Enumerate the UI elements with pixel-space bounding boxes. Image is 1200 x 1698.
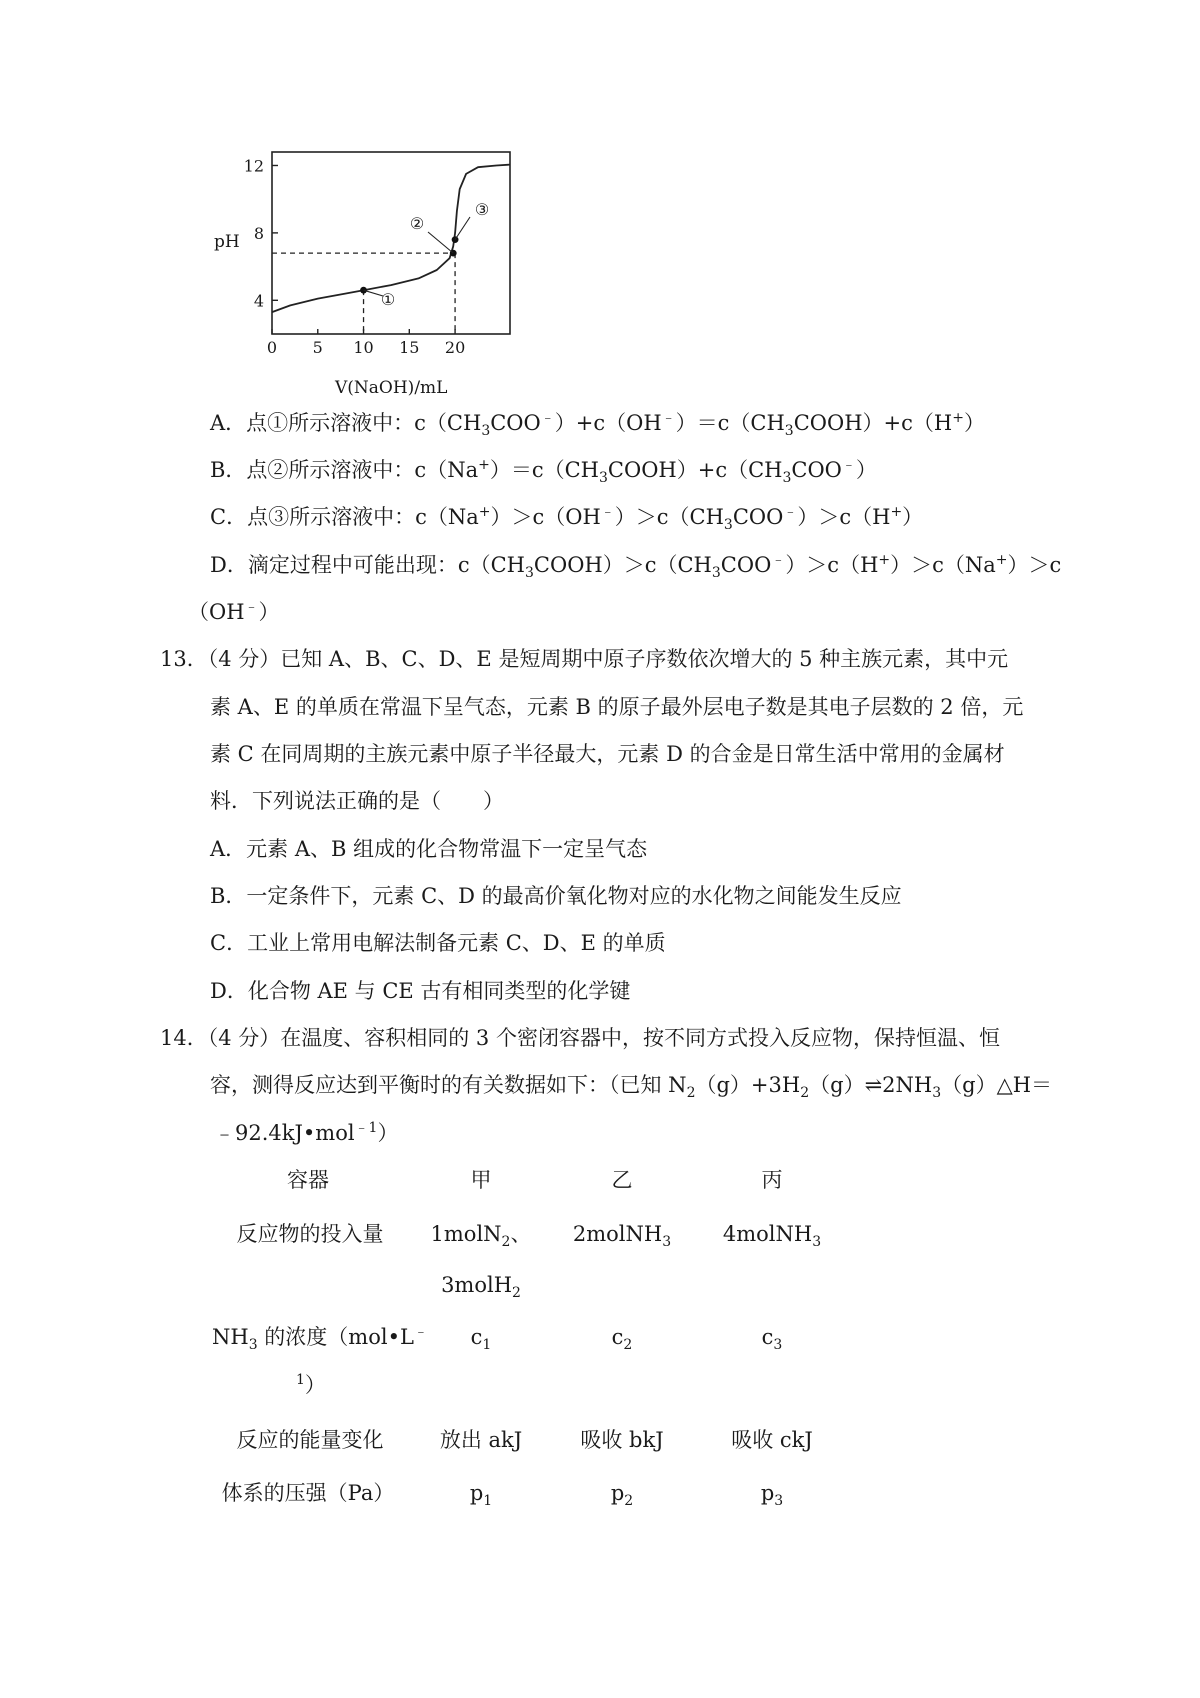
marked-point-label: ① [380, 290, 396, 309]
table-row-label: 反应的能量变化 [236, 1428, 384, 1452]
table-cell: $p_1$ [469, 1481, 493, 1510]
q14-stem-line1: 14．（4 分）在温度、容积相同的 3 个密闭容器中，按不同方式投入反应物，保持恒温、恒 [160, 1026, 1000, 1050]
table-cell: $p_3$ [760, 1481, 784, 1510]
q12-option-d: D．滴定过程中可能出现：$c(CH_3COOH)>c(CH_3COO^﹣)>c(H^+)>c(Na^+)>c$ [210, 552, 1062, 582]
q13-stem-line4: 料．下列说法正确的是（ ） [210, 789, 504, 813]
table-cell: 放出 akJ [439, 1428, 523, 1452]
table-cell: $c_1$ [470, 1325, 492, 1354]
q12-option-d-cont: （OH﹣） [188, 599, 280, 624]
q14-stem-line3: ﹣92.4kJ•mol$^{﹣1}$） [214, 1120, 399, 1145]
table-row-label: 体系的压强（Pa） [221, 1481, 395, 1505]
q13-option-a: A．元素 A、B 组成的化合物常温下一定呈气态 [210, 837, 648, 861]
table-header-yi: 乙 [611, 1168, 633, 1192]
q13-stem-line1: 13．（4 分）已知 A、B、C、D、E 是短周期中原子序数依次增大的 5 种主族元素，其中元 [160, 647, 1009, 671]
q12-option-a: A．点①所示溶液中：$c(CH_3COO^﹣)+c(OH^﹣)=c(CH_3COOH)+c(H^+)$ [210, 410, 985, 440]
ph-titration-chart [0, 0, 560, 400]
marked-point-leader [455, 217, 470, 240]
q12-option-c: C．点③所示溶液中：$c(Na^+)>c(OH^﹣)>c(CH_3COO^﹣)>c(H^+)$ [210, 504, 924, 534]
table-cell: $c_3$ [761, 1325, 783, 1354]
q13-option-b: B．一定条件下，元素 C、D 的最高价氧化物对应的水化物之间能发生反应 [210, 884, 902, 908]
y-tick-label: 12 [243, 156, 264, 176]
table-cell: $p_2$ [610, 1481, 634, 1510]
chart-marked-points [360, 200, 489, 309]
table-header-container: 容器 [287, 1168, 329, 1192]
marked-point-leader [428, 232, 453, 253]
table-cell: 2molNH$_3$ [572, 1222, 672, 1251]
table-cell: $c_2$ [611, 1325, 633, 1354]
table-cell-cont: 3molH$_2$ [441, 1273, 521, 1302]
table-row-label-cont: $^1$） [296, 1372, 326, 1397]
x-axis-label: V(NaOH)/mL [335, 378, 448, 398]
q13-stem-line3: 素 C 在同周期的主族元素中原子半径最大，元素 D 的合金是日常生活中常用的金属材 [210, 742, 1005, 766]
table-cell: 1molN$_2$、 [430, 1222, 532, 1251]
marked-point-label: ② [409, 214, 425, 233]
marked-point-dot [452, 236, 459, 243]
table-header-bing: 丙 [761, 1168, 783, 1192]
x-tick-label: 0 [266, 338, 278, 357]
y-tick-label: 8 [253, 223, 264, 243]
table-cell: 吸收 bkJ [580, 1428, 664, 1452]
table-header-jia: 甲 [470, 1168, 492, 1192]
y-tick-label: 4 [253, 291, 264, 311]
q13-stem-line2: 素 A、E 的单质在常温下呈气态，元素 B 的原子最外层电子数是其电子层数的 2 倍，元 [210, 695, 1024, 719]
q14-stem-line2: 容，测得反应达到平衡时的有关数据如下：（已知 $N_2(g)+3H_2(g)\rightleftharpoons 2NH_3(g)\triangle H=$ [210, 1073, 1053, 1102]
marked-point-label: ③ [474, 200, 490, 219]
x-tick-label: 15 [399, 338, 420, 357]
table-row-label: $NH_3$ 的浓度（mol•L﹣ [212, 1324, 428, 1354]
chart-ticks [244, 156, 466, 357]
q13-option-c: C．工业上常用电解法制备元素 C、D、E 的单质 [210, 931, 666, 955]
table-row-label: 反应物的投入量 [236, 1222, 384, 1246]
q12-option-b: B．点②所示溶液中：$c(Na^+)=c(CH_3COOH)+c(CH_3COO^﹣)$ [210, 457, 877, 487]
y-axis-label: pH [214, 232, 240, 252]
table-cell: 4molNH$_3$ [722, 1222, 822, 1251]
q13-option-d: D．化合物 AE 与 CE 古有相同类型的化学键 [210, 979, 631, 1003]
x-tick-label: 5 [312, 338, 323, 357]
x-tick-label: 20 [444, 338, 466, 357]
x-tick-label: 10 [353, 338, 374, 357]
table-cell: 吸收 ckJ [731, 1428, 813, 1452]
